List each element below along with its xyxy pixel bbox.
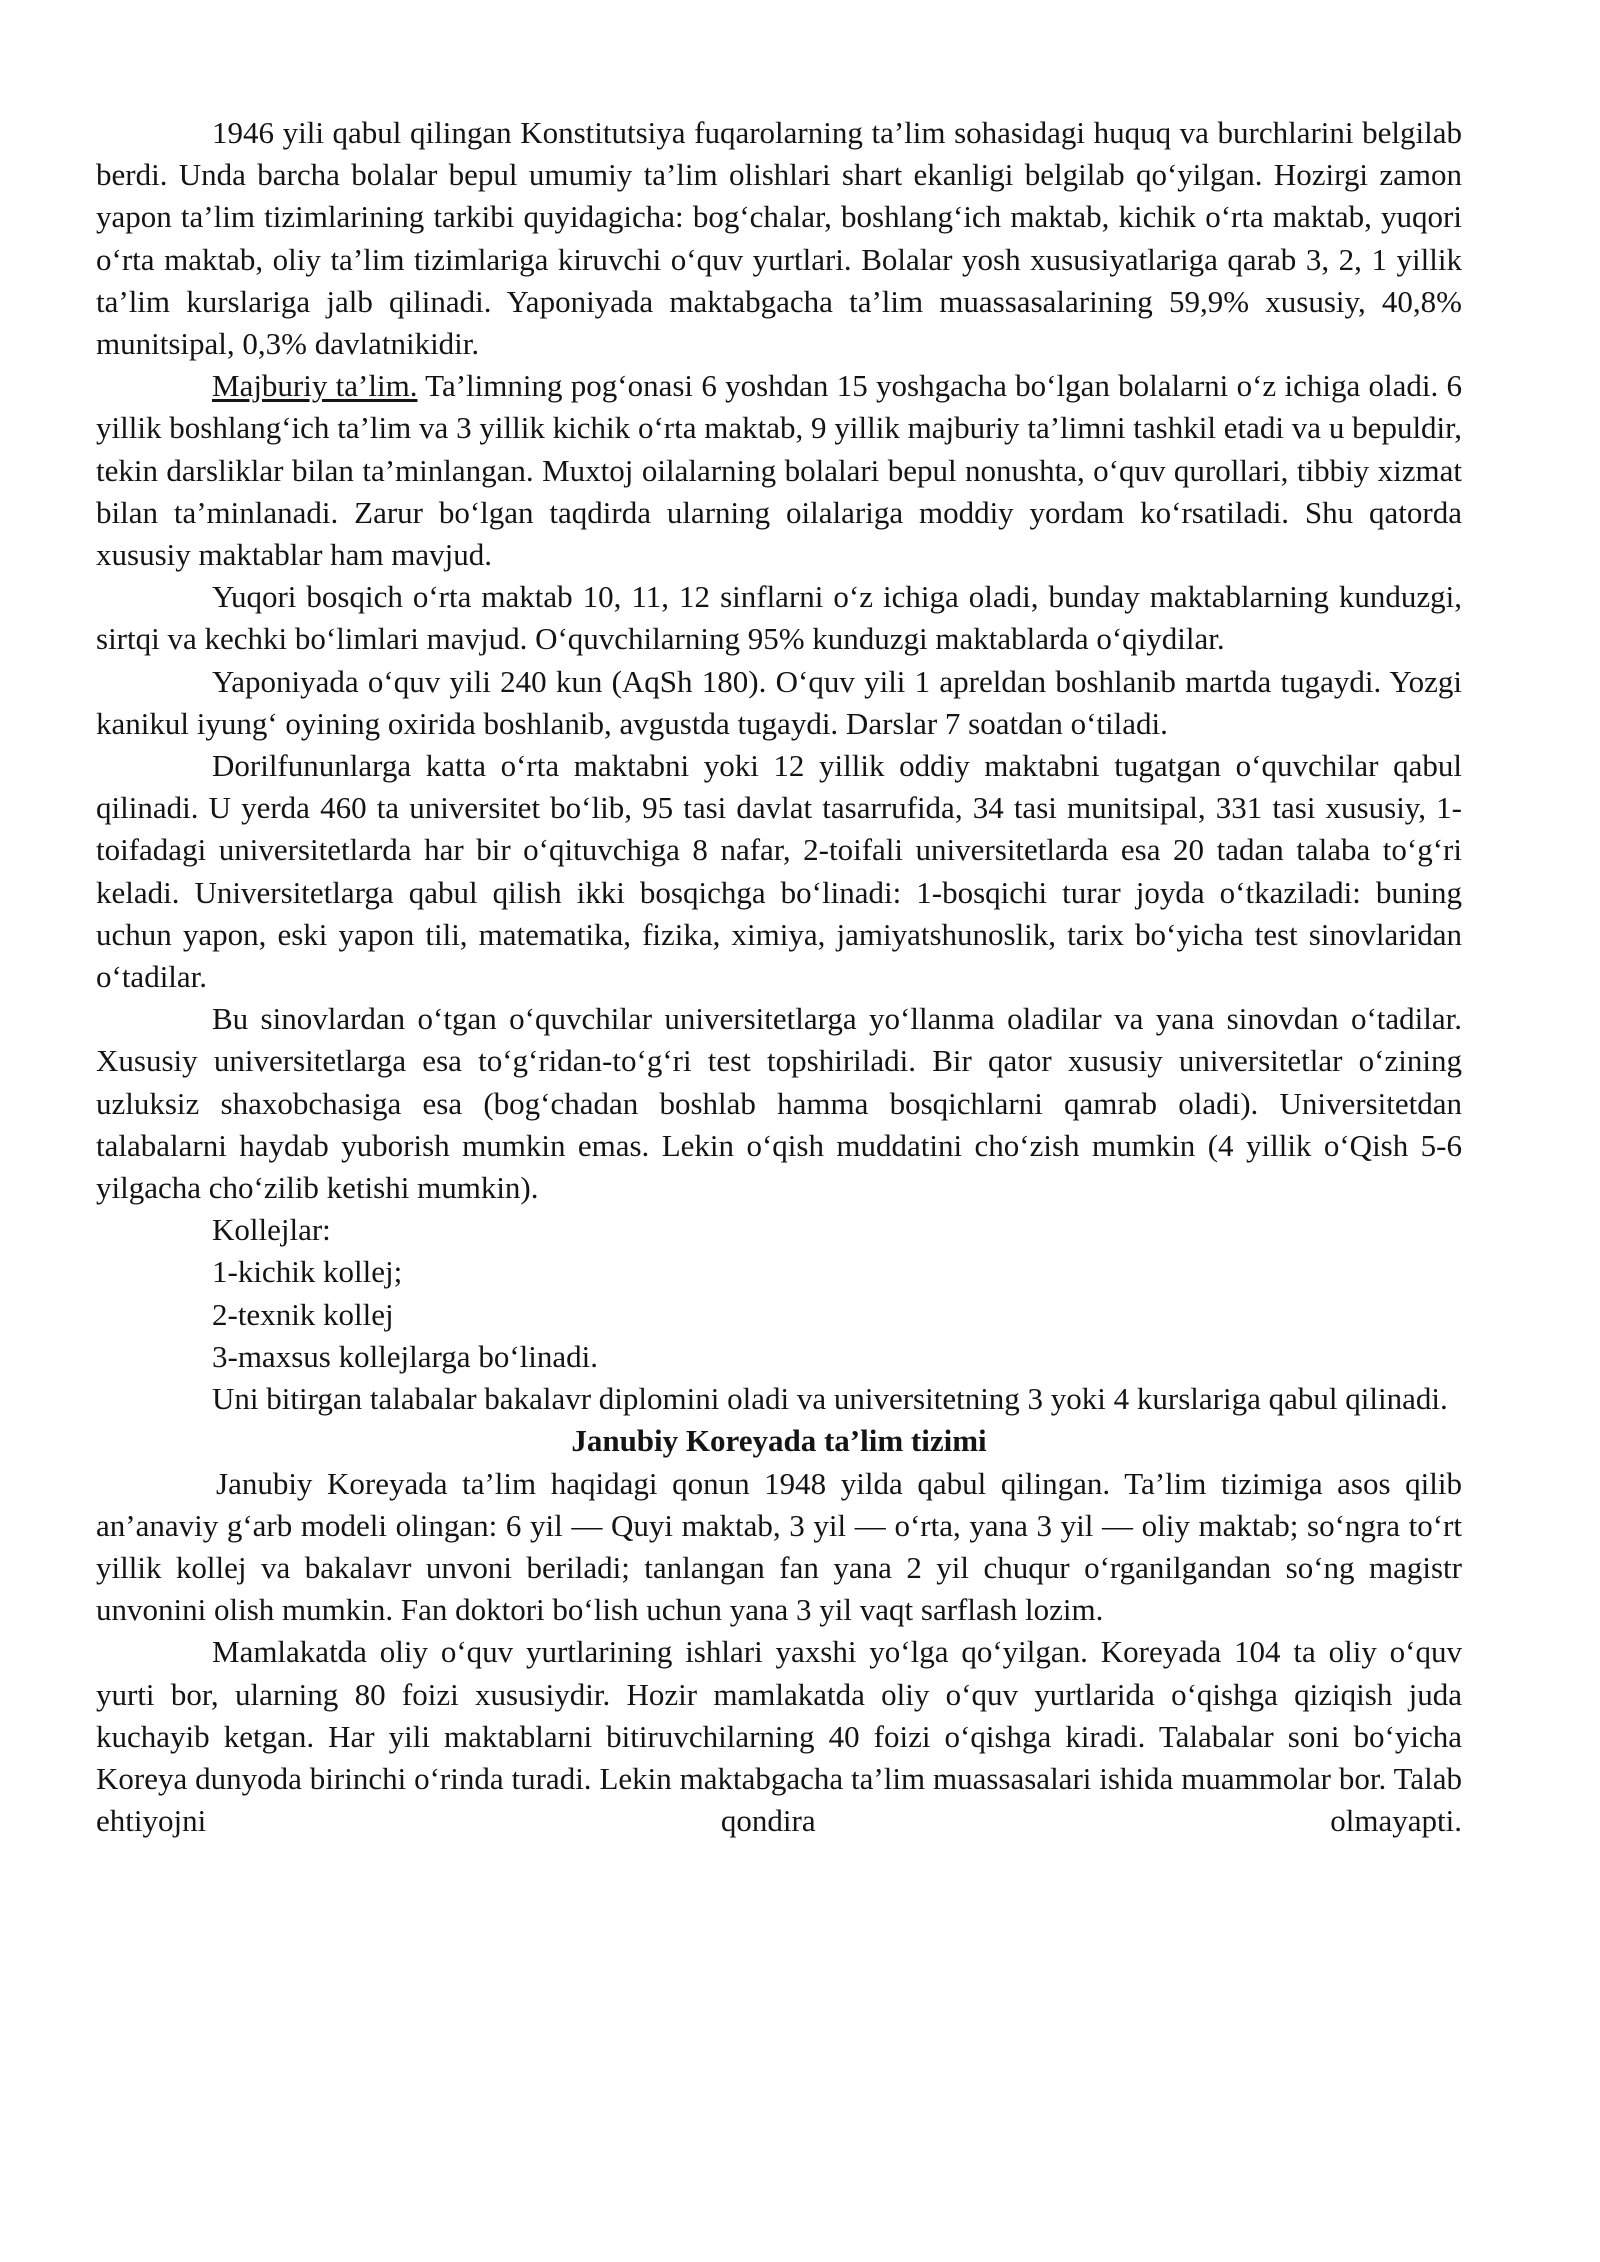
paragraph-korea-higher-education: Mamlakatda oliy o‘quv yurtlarining ishlari yaxshi yo‘lga qo‘yilgan. Koreyada 104 ta oliy o‘quv yurti bor, ularning 80 foizi xususiydir. Hozir mamlakatda oliy o‘quv yurtlarida o‘qishga qiziqish juda kuchayib ketgan. Har yili maktablarni bitiruvchilarning 40 foizi o‘qishga kiradi. Talabalar soni bo‘yicha Koreya dunyoda birinchi o‘rinda turadi. Lekin maktabgacha ta’lim muassasalari ishida muammolar bor. Talab ehtiyojni qondira olmayapti. [96, 1634, 1462, 1839]
document-page [96, 112, 1462, 1842]
paragraph-entrance-exams: Bu sinovlardan o‘tgan o‘quvchilar universitetlarga yo‘llanma oladilar va yana sinovdan o‘tadilar. Xususiy universitetlarga esa to‘g‘ridan-to‘g‘ri test topshiriladi. Bir qator xususiy universitetlar o‘zining uzluksiz shaxobchasiga esa (bog‘chadan boshlab hamma bosqichlarni qamrab oladi). Universitetdan talabalarni haydab yuborish mumkin emas. Lekin o‘qish muddatini cho‘zish mumkin (4 yillik o‘Qish 5-6 yilgacha cho‘zilib ketishi mumkin). [96, 1001, 1462, 1206]
section-heading: Janubiy Koreyada ta’lim tizimi [571, 1423, 987, 1459]
college-list-item: 3-maxsus kollejlarga bo‘linadi. [212, 1338, 598, 1374]
compulsory-education-label: Majburiy ta’lim. [212, 368, 418, 404]
compulsory-education-text: Ta’limning pog‘onasi 6 yoshdan 15 yoshgacha bo‘lgan bolalarni o‘z ichiga oladi. 6 yillik boshlang‘ich ta’lim va 3 yillik kichik o‘rta maktab, 9 yillik majburiy ta’limni tashkil etadi va u bepuldir, tekin darsliklar bilan ta’minlangan. Muxtoj oilalarning bolalari bepul nonushta, o‘quv qurollari, tibbiy xizmat bilan ta’minlanadi. Zarur bo‘lgan taqdirda ularning oilalariga moddiy yordam ko‘rsatiladi. Shu qatorda xususiy maktablar ham mavjud. [96, 368, 1463, 573]
paragraph-korea-law: Janubiy Koreyada ta’lim haqidagi qonun 1948 yilda qabul qilingan. Ta’lim tizimiga asos qilib an’anaviy g‘arb modeli olingan: 6 yil — Quyi maktab, 3 yil — o‘rta, yana 3 yil — oliy maktab; so‘ngra to‘rt yillik kollej va bakalavr unvoni beriladi; tanlangan fan yana 2 yil chuqur o‘rganilgandan so‘ng magistr unvonini olish mumkin. Fan doktori bo‘lish uchun yana 3 yil vaqt sarflash lozim. [96, 1465, 1462, 1628]
colleges-intro: Kollejlar: [212, 1212, 331, 1248]
paragraph-school-year: Yaponiyada o‘quv yili 240 kun (AqSh 180). O‘quv yili 1 apreldan boshlanib martda tugaydi. Yozgi kanikul iyung‘ oyining oxirida boshlanib, avgustda tugaydi. Darslar 7 soatdan o‘tiladi. [96, 663, 1462, 741]
paragraph-upper-secondary: Yuqori bosqich o‘rta maktab 10, 11, 12 sinflarni o‘z ichiga oladi, bunday maktablarning kunduzgi, sirtqi va kechki bo‘limlari mavjud. O‘quvchilarning 95% kunduzgi maktablarda o‘qiydilar. [96, 579, 1462, 657]
paragraph-japan-constitution: 1946 yili qabul qilingan Konstitutsiya fuqarolarning ta’lim sohasidagi huquq va burchlarini belgilab berdi. Unda barcha bolalar bepul umumiy ta’lim olishlari shart ekanligi belgilab qo‘yilgan. Hozirgi zamon yapon ta’lim tizimlarining tarkibi quyidagicha: bog‘chalar, boshlang‘ich maktab, kichik o‘rta maktab, yuqori o‘rta maktab, oliy ta’lim tizimlariga kiruvchi o‘quv yurtlari. Bolalar yosh xususiyatlariga qarab 3, 2, 1 yillik ta’lim kurslariga jalb qilinadi. Yaponiyada maktabgacha ta’lim muassasalarining 59,9% xususiy, 40,8% munitsipal, 0,3% davlatnikidir. [96, 115, 1462, 362]
college-list-item: 2-texnik kollej [212, 1296, 394, 1332]
paragraph-universities: Dorilfununlarga katta o‘rta maktabni yoki 12 yillik oddiy maktabni tugatgan o‘quvchilar qabul qilinadi. U yerda 460 ta universitet bo‘lib, 95 tasi davlat tasarrufida, 34 tasi munitsipal, 331 tasi xususiy, 1-toifadagi universitetlarda har bir o‘qituvchiga 8 nafar, 2-toifali universitetlarda esa 20 tadan talaba to‘g‘ri keladi. Universitetlarga qabul qilish ikki bosqichga bo‘linadi: 1-bosqichi turar joyda o‘tkaziladi: buning uchun yapon, eski yapon tili, matematika, fizika, ximiya, jamiyatshunoslik, tarix bo‘yicha test sinovlaridan o‘tadilar. [96, 748, 1462, 995]
paragraph-graduates: Uni bitirgan talabalar bakalavr diplomini oladi va universitetning 3 yoki 4 kurslariga qabul qilinadi. [212, 1381, 1448, 1417]
paragraph-compulsory-education [96, 365, 1462, 576]
college-list-item: 1-kichik kollej; [212, 1254, 403, 1290]
